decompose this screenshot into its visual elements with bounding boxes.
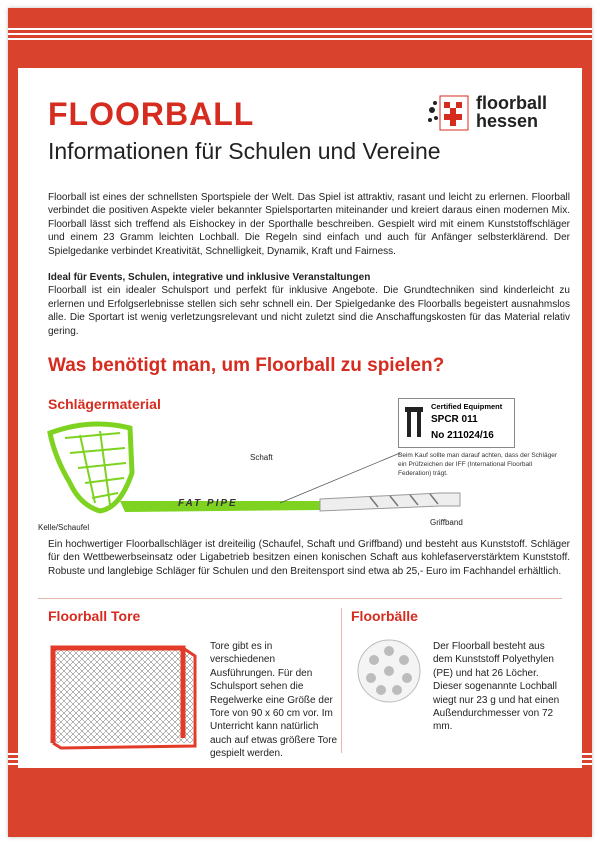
- lion-emblem-icon: [426, 92, 474, 136]
- iff-cert-label: [398, 398, 515, 448]
- logo-line-2: hessen: [476, 111, 539, 131]
- label-schaft: Schaft: [250, 453, 273, 462]
- stick-brand: FAT PIPE: [178, 498, 238, 509]
- cert-title: Certified Equipment: [431, 402, 503, 411]
- page-subtitle: Informationen für Schulen und Vereine: [48, 138, 441, 164]
- iff-logo-icon: [403, 405, 425, 439]
- balls-text: Der Floorball besteht aus dem Kunststoff Polyethylen (PE) und hat 26 Löcher. Dieser sogenannte Lochball wiegt nur 23 g und hat einen Außendurchmesser von 72 mm.: [433, 641, 560, 733]
- column-divider: [341, 608, 342, 753]
- label-griffband: Griffband: [430, 518, 463, 527]
- goals-heading: Floorball Tore: [48, 608, 141, 624]
- equipment-heading: Was benötigt man, um Floorball zu spielen?: [48, 355, 445, 376]
- logo-text: [476, 94, 547, 130]
- cert-note: Beim Kauf sollte man darauf achten, dass der Schläger ein Prüfzeichen der IFF (International Floorball Federation) trägt.: [398, 452, 557, 477]
- stick-description: Ein hochwertiger Floorballschläger ist dreiteilig (Schaufel, Schaft und Griffband) und besteht aus Kunststoff. Schläger für den Wettbewerbseinsatz oder Ligabetrieb besitzen einen konischen Schaft aus kohlefaserverstärktem Kunststoff. Robuste und langlebige Schläger für Schulen und den Breitensport sind etwa ab 25,- Euro im Fachhandel erhältlich.: [48, 539, 570, 577]
- stick-heading: Schlägermaterial: [48, 396, 161, 412]
- intro-block-2: [48, 271, 570, 338]
- floorball-goal-image: [43, 638, 203, 753]
- label-kelle: Kelle/Schaufel: [38, 523, 90, 532]
- goals-text: Tore gibt es in verschiedenen Ausführungen. Für den Schulsport sehen die Regelwerke eine Größe der Tore von 90 x 60 cm vor. Im Unterricht kann natürlich auch auf etwas größere Tore gespielt werden.: [210, 641, 338, 760]
- floorball-hessen-logo: [426, 92, 576, 142]
- top-stripes: [8, 28, 592, 43]
- cert-code: SPCR 011: [431, 414, 478, 425]
- intro-paragraph-2: Floorball ist ein idealer Schulsport und perfekt für inklusive Angebote. Die Grundtechniken sind kinderleicht zu erlernen und Erfolgserlebnisse stellen sich sehr schnell ein. Der Spielgedanke des Floorballs begeistert ausnahmslos alle. Die Sportart ist wenig verletzungsrelevant und nicht zuletzt sind die Anschaffungskosten für das Material relativ gering.: [48, 285, 570, 337]
- page-frame: [8, 8, 592, 837]
- page-title: FLOORBALL: [48, 96, 255, 132]
- intro-subheading: Ideal für Events, Schulen, integrative und inklusive Veranstaltungen: [48, 272, 371, 283]
- intro-paragraph-1: Floorball ist eines der schnellsten Sportspiele der Welt. Das Spiel ist attraktiv, rasant und leicht zu erlernen. Floorball verbindet die positiven Aspekte vieler bekannter Spielsportarten miteinander und kreiert daraus einen modernen Mix. Floorball lässt sich treffend als Eishockey in der Sporthalle beschreiben. Gespielt wird mit einem Kunststoffschläger und einem 23 Gramm leichten Lochball. Die Regeln sind einfach und auch für Anfänger selbsterklärend. Der Spielgedanke verbindet Kreativität, Schnelligkeit, Dynamik, Kraft und Fairness.: [48, 192, 570, 257]
- section-divider: [38, 598, 562, 599]
- logo-line-1: floorball: [476, 93, 547, 113]
- content-sheet: [18, 68, 582, 768]
- balls-heading: Floorbälle: [351, 608, 418, 624]
- cert-number: No 211024/16: [431, 430, 494, 441]
- floorball-ball-image: [356, 638, 422, 704]
